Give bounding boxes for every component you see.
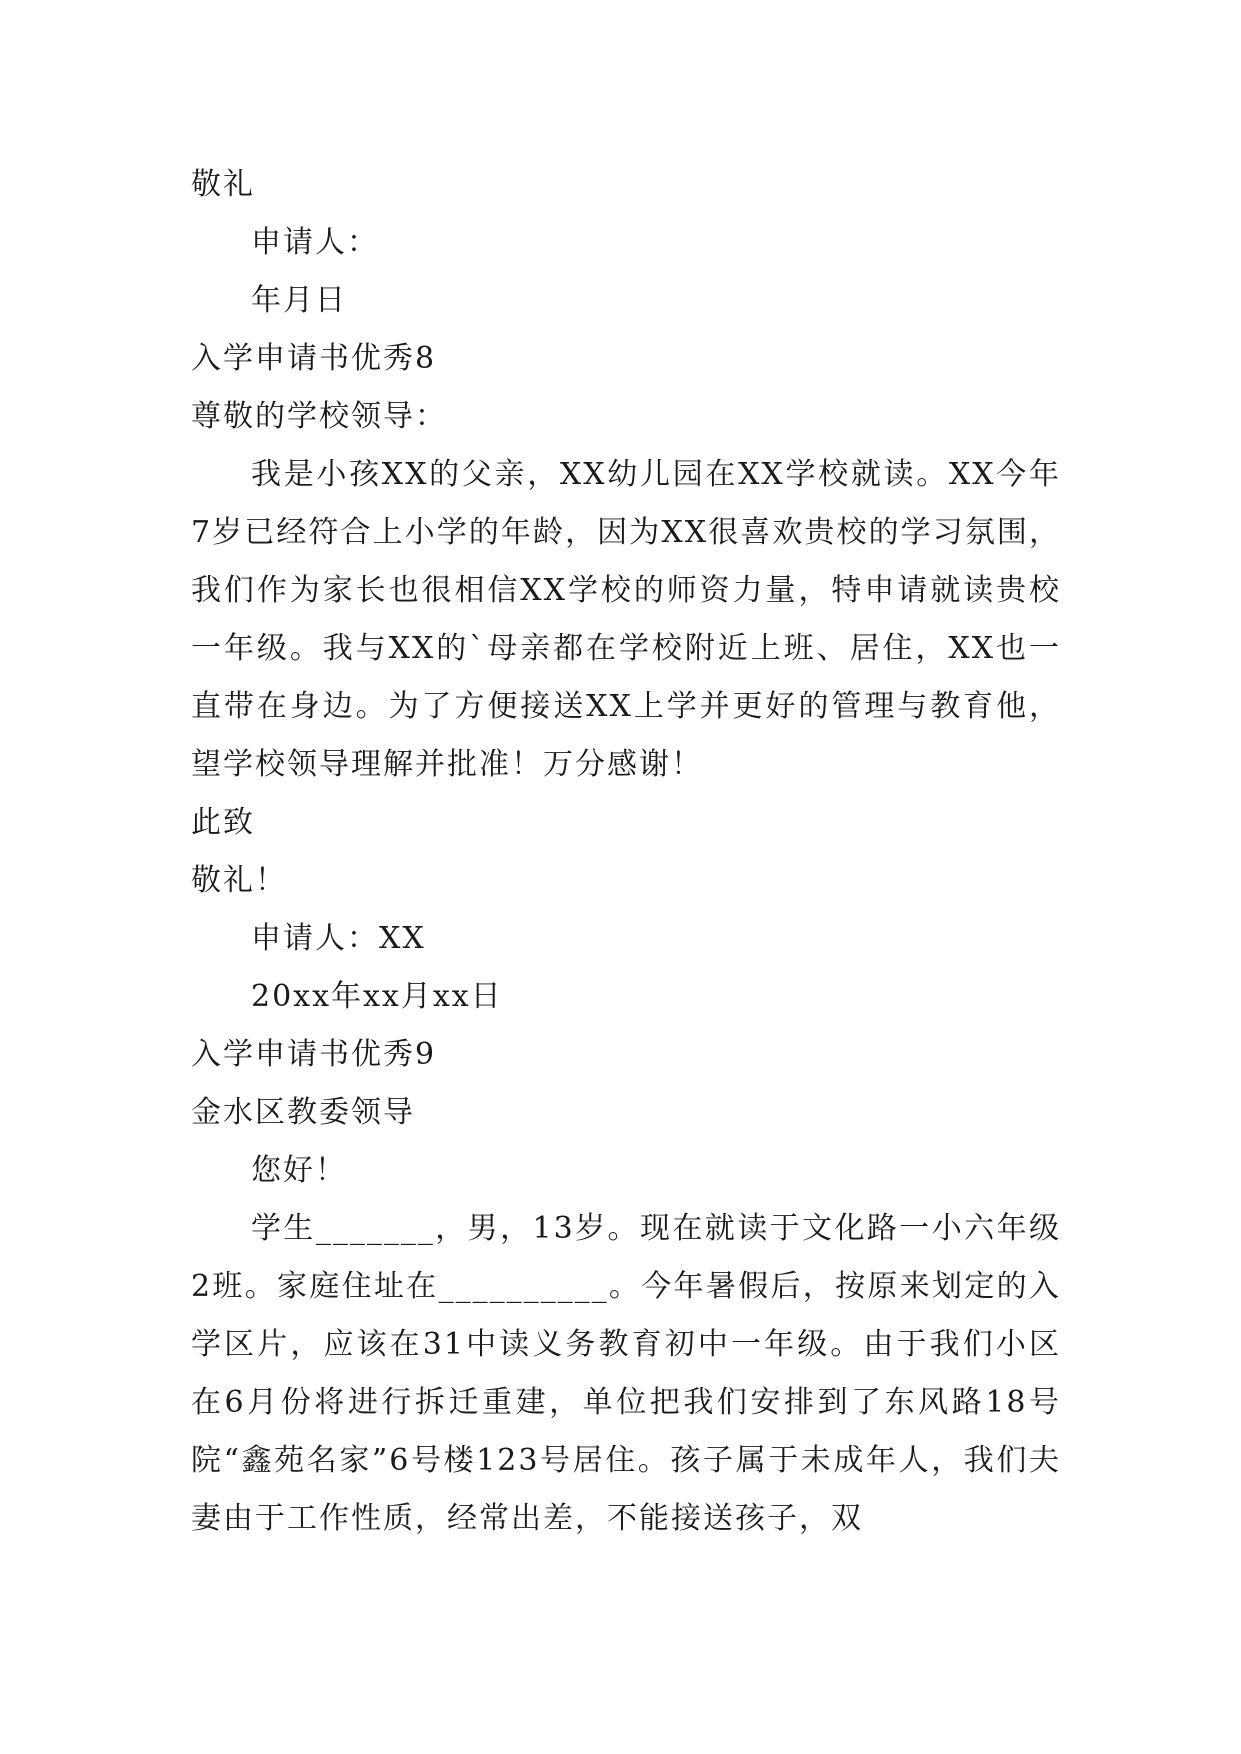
closing-line: 此致 bbox=[191, 805, 255, 840]
date-line: 年月日 bbox=[251, 283, 347, 318]
body-paragraph: 学生_______，男，13岁。现在就读于文化路一小六年级2班。家庭住址在__________。今年暑假后，按原来划定的入学区片，应该在31中读义务教育初中一年级。由于我们小区在6月份将进行拆迁重建，单位把我们安排到了东风路18号院“鑫苑名家”6号楼123号居住。孩子属于未成年人，我们夫妻由于工作性质，经常出差，不能接送孩子，双 bbox=[191, 1211, 1061, 1536]
greeting: 您好！ bbox=[251, 1153, 347, 1188]
salutation: 金水区教委领导 bbox=[191, 1095, 415, 1130]
date-line: 20xx年xx月xx日 bbox=[251, 979, 503, 1014]
closing-line: 敬礼！ bbox=[191, 863, 287, 898]
body-paragraph: 我是小孩XX的父亲，XX幼儿园在XX学校就读。XX今年7岁已经符合上小学的年龄，因为XX很喜欢贵校的学习氛围，我们作为家长也很相信XX学校的师资力量，特申请就读贵校一年级。我与XX的`母亲都在学校附近上班、居住，XX也一直带在身边。为了方便接送XX上学并更好的管理与教育他，望学校领导理解并批准！万分感谢！ bbox=[191, 457, 1061, 782]
applicant-line: 申请人：XX bbox=[251, 921, 426, 956]
salutation: 尊敬的学校领导： bbox=[191, 399, 447, 434]
letter-text bbox=[191, 156, 1061, 1548]
closing-line: 敬礼 bbox=[191, 167, 255, 202]
section-title: 入学申请书优秀9 bbox=[191, 1037, 437, 1072]
applicant-line: 申请人： bbox=[251, 225, 379, 260]
section-title: 入学申请书优秀8 bbox=[191, 341, 437, 376]
